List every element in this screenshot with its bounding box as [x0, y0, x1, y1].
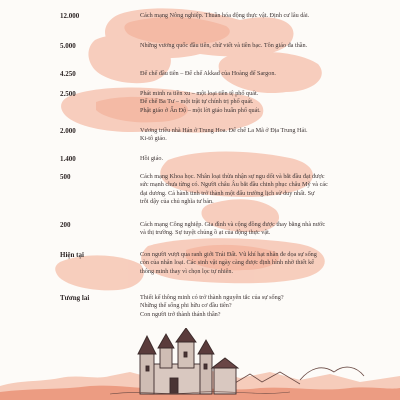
year-label: 200 — [60, 221, 71, 229]
year-label: 2.500 — [60, 90, 76, 98]
event-text: Cách mạng Khoa học. Nhân loại thừa nhận sự ngu dốt và bắt đầu đạt được sức mạnh chưa từng có. Người châu Âu bắt đầu chinh phục châu Mỹ và các đại dương. Cả hành tinh trở thành một đấu trường lịch sử duy nhất. Sự trỗi dậy của chủ nghĩa tư bản. — [140, 173, 328, 206]
event-text: Phát minh ra tiền xu – một loại tiền tệ phổ quát. Đế chế Ba Tư – một trật tự chính trị phổ quát. Phật giáo ở Ấn Độ – một lời giáo huấn phổ quát. — [140, 90, 261, 114]
year-label: 4.250 — [60, 70, 76, 78]
castle — [138, 328, 238, 394]
year-label: Tương lai — [60, 294, 90, 302]
year-label: 500 — [60, 173, 71, 181]
year-label: Hiện tại — [60, 251, 84, 259]
event-text: Cách mạng Công nghiệp. Gia đình và cộng đồng được thay bằng nhà nước và thị trường. Sự tuyệt chủng ồ ạt của động thực vật. — [140, 221, 326, 237]
event-text: Thiết kế thông minh có trở thành nguyên tắc của sự sống? Những thế sống phi hữu cơ đầu tiên? Con người trở thành thánh thần? — [140, 294, 284, 318]
year-label: 1.400 — [60, 155, 76, 163]
event-text: Vương triều nhà Hán ở Trung Hoa. Đế chế La Mã ở Địa Trung Hải. Ki-tô giáo. — [140, 127, 308, 143]
event-text: Hồi giáo. — [140, 155, 164, 162]
event-text: Cách mạng Nông nghiệp. Thuần hóa động thực vật. Định cư lâu dài. — [140, 12, 310, 19]
event-text: Con người vượt qua ranh giới Trái Đất. Vũ khí hạt nhân đe dọa sự sống còn của nhân loại. Các sinh vật ngày càng được định hình nhờ thiết kế thông minh thay vì chọn lọc tự nhiên. — [140, 251, 317, 275]
castle-landscape-illustration — [0, 328, 400, 400]
year-label: 5.000 — [60, 42, 76, 50]
year-label: 2.000 — [60, 127, 76, 135]
event-text: Đế chế đầu tiên – Đế chế Akkad của Hoàng đế Sargon. — [140, 70, 276, 77]
year-label: 12.000 — [60, 12, 80, 20]
event-text: Những vương quốc đầu tiên, chữ viết và tiền bạc. Tôn giáo đa thần. — [140, 42, 308, 49]
